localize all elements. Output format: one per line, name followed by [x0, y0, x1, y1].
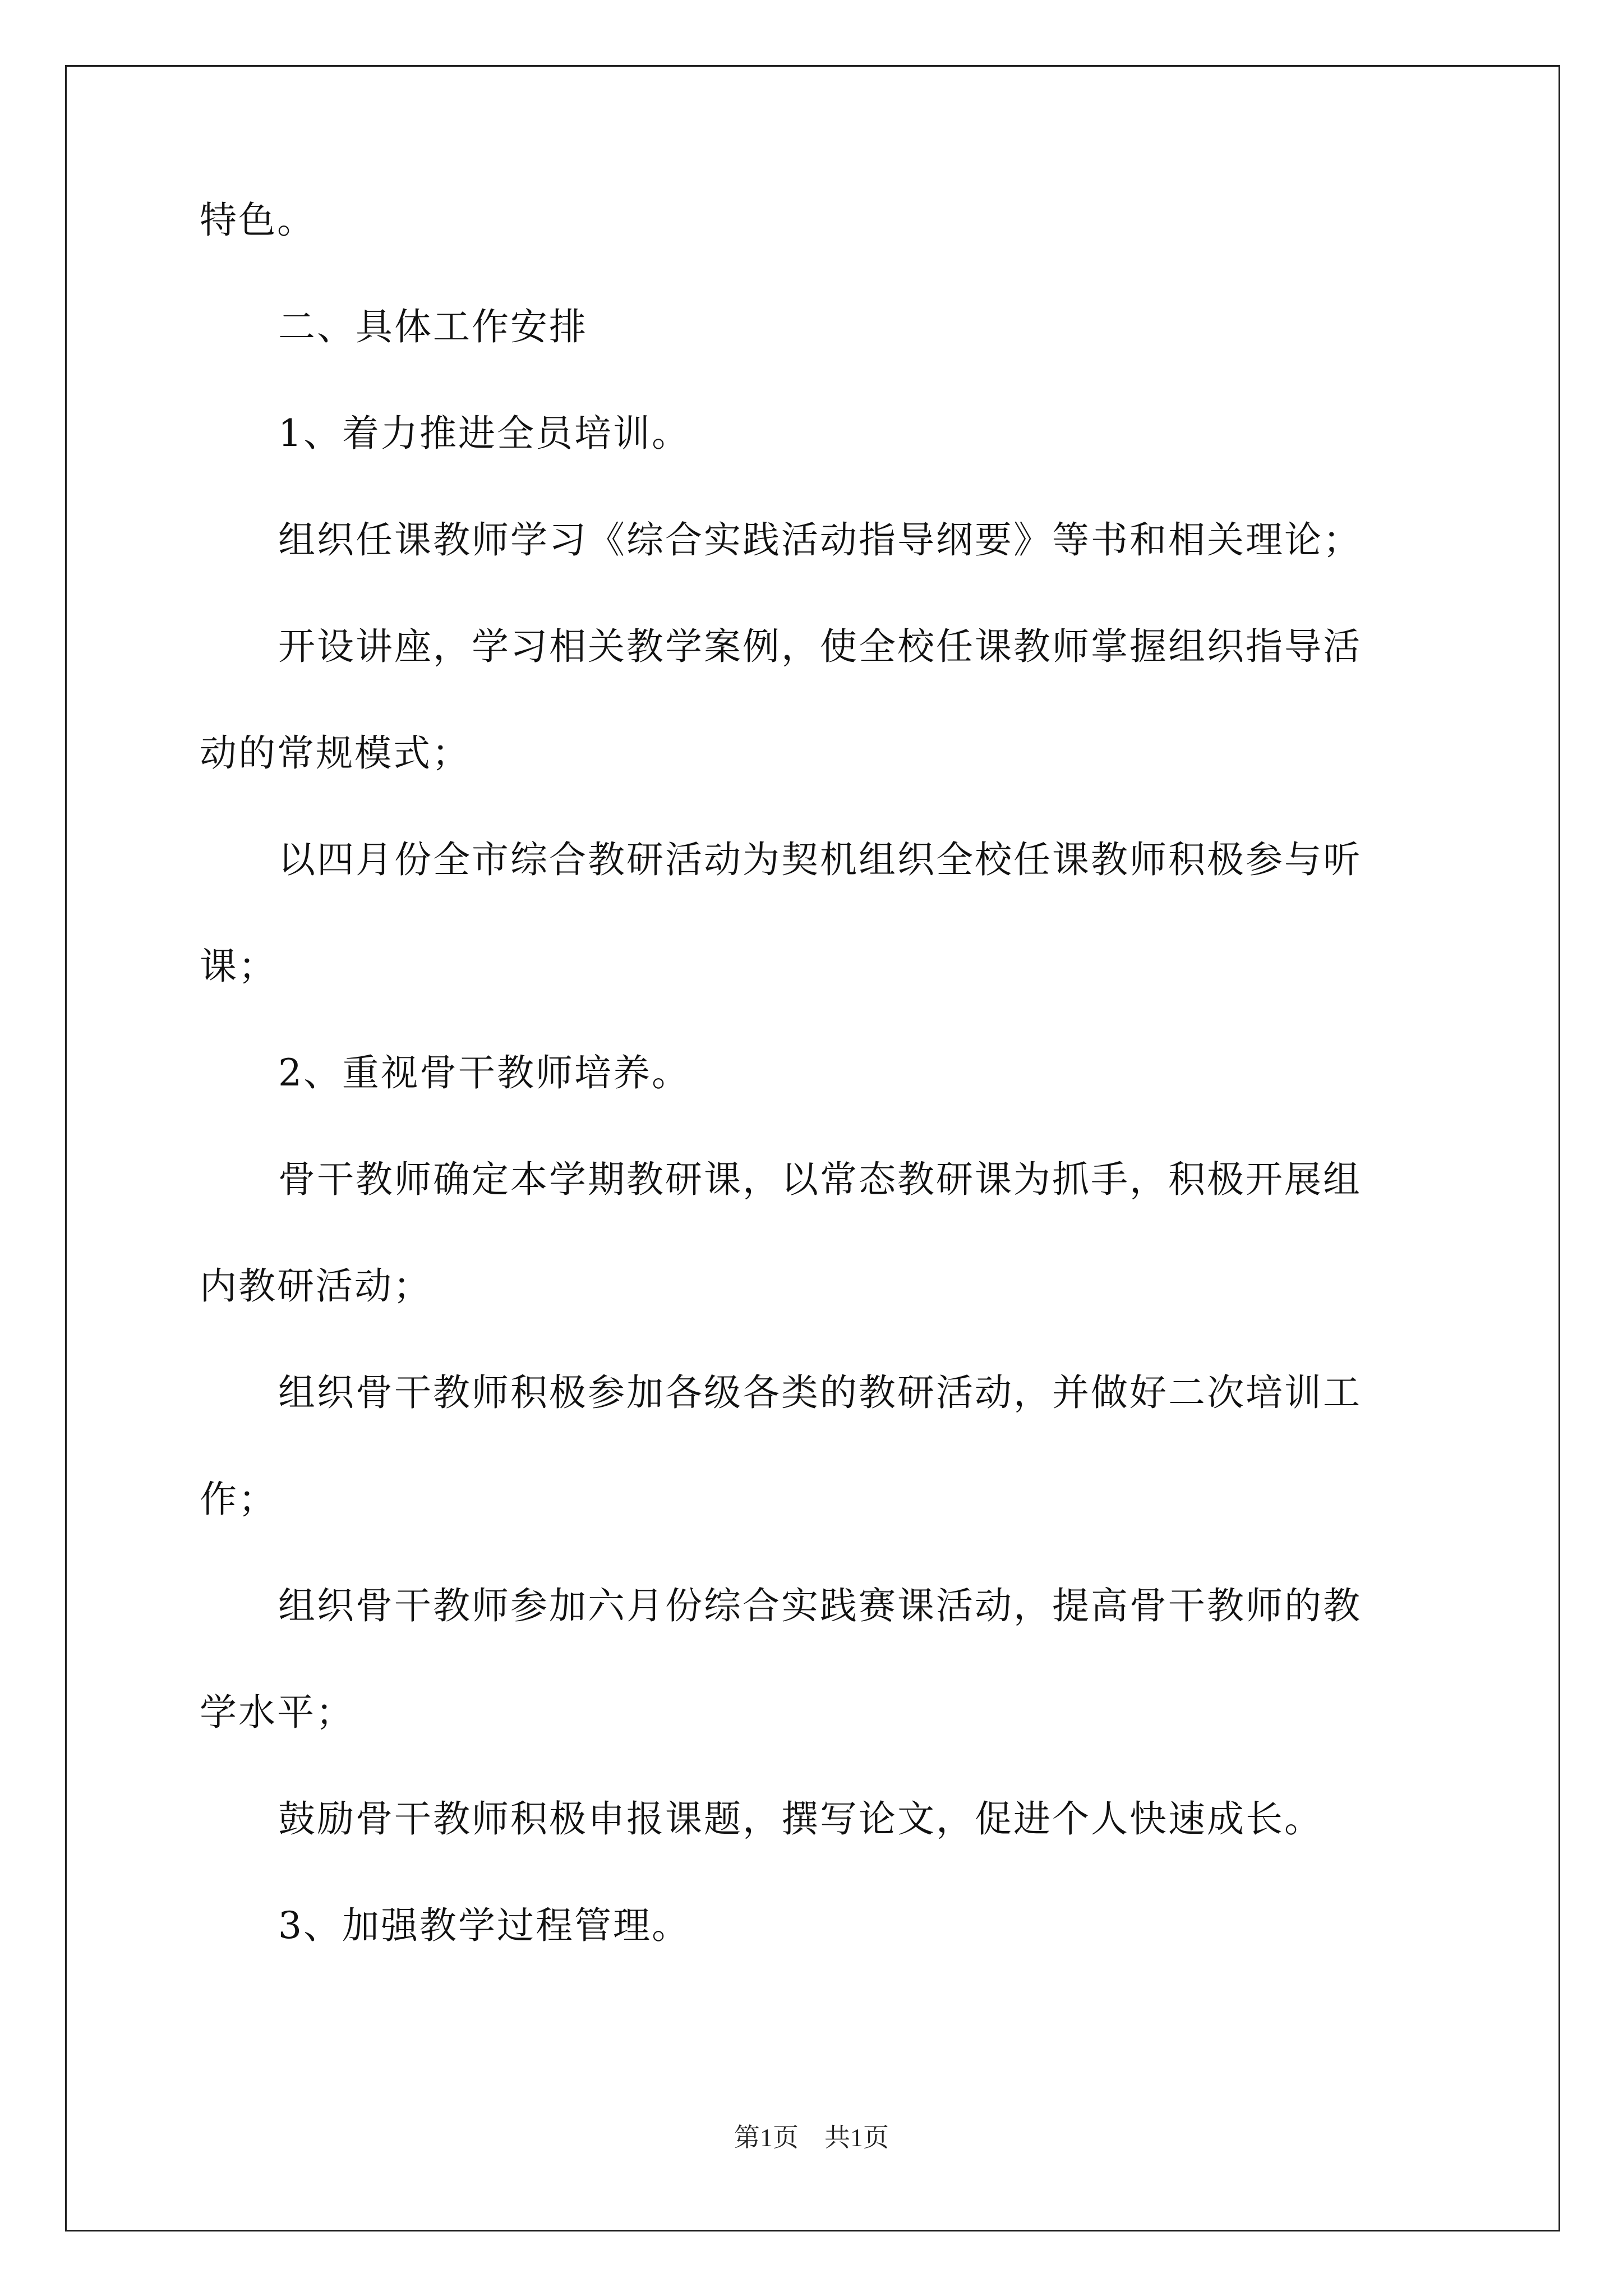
subheading-1: 1、着力推进全员培训。	[278, 412, 690, 455]
document-body	[200, 199, 1433, 2014]
paragraph-line: 开设讲座，学习相关教学案例，使全校任课教师掌握组织指导活	[278, 625, 1362, 668]
paragraph-line: 学水平；	[200, 1691, 354, 1734]
paragraph-line: 鼓励骨干教师积极申报课题，撰写论文，促进个人快速成长。	[278, 1797, 1323, 1841]
paragraph-line: 作；	[200, 1478, 277, 1521]
paragraph-line: 课；	[200, 945, 277, 988]
page-number-footer: 第1页 共1页	[734, 2123, 889, 2152]
paragraph-line: 以四月份全市综合教研活动为契机组织全校任课教师积极参与听	[278, 838, 1362, 881]
text-line-01: 特色。	[200, 199, 316, 242]
paragraph-line: 组织任课教师学习《综合实践活动指导纲要》等书和相关理论；	[278, 518, 1362, 562]
paragraph-line: 组织骨干教师参加六月份综合实践赛课活动，提高骨干教师的教	[278, 1584, 1362, 1627]
subheading-2: 2、重视骨干教师培养。	[278, 1051, 690, 1094]
paragraph-line: 组织骨干教师积极参加各级各类的教研活动，并做好二次培训工	[278, 1371, 1362, 1414]
section-heading-2: 二、具体工作安排	[278, 305, 588, 348]
paragraph-line: 骨干教师确定本学期教研课，以常态教研课为抓手，积极开展组	[278, 1158, 1362, 1201]
paragraph-line: 内教研活动；	[200, 1264, 432, 1308]
paragraph-line: 动的常规模式；	[200, 731, 471, 775]
subheading-3: 3、加强教学过程管理。	[278, 1904, 690, 1947]
